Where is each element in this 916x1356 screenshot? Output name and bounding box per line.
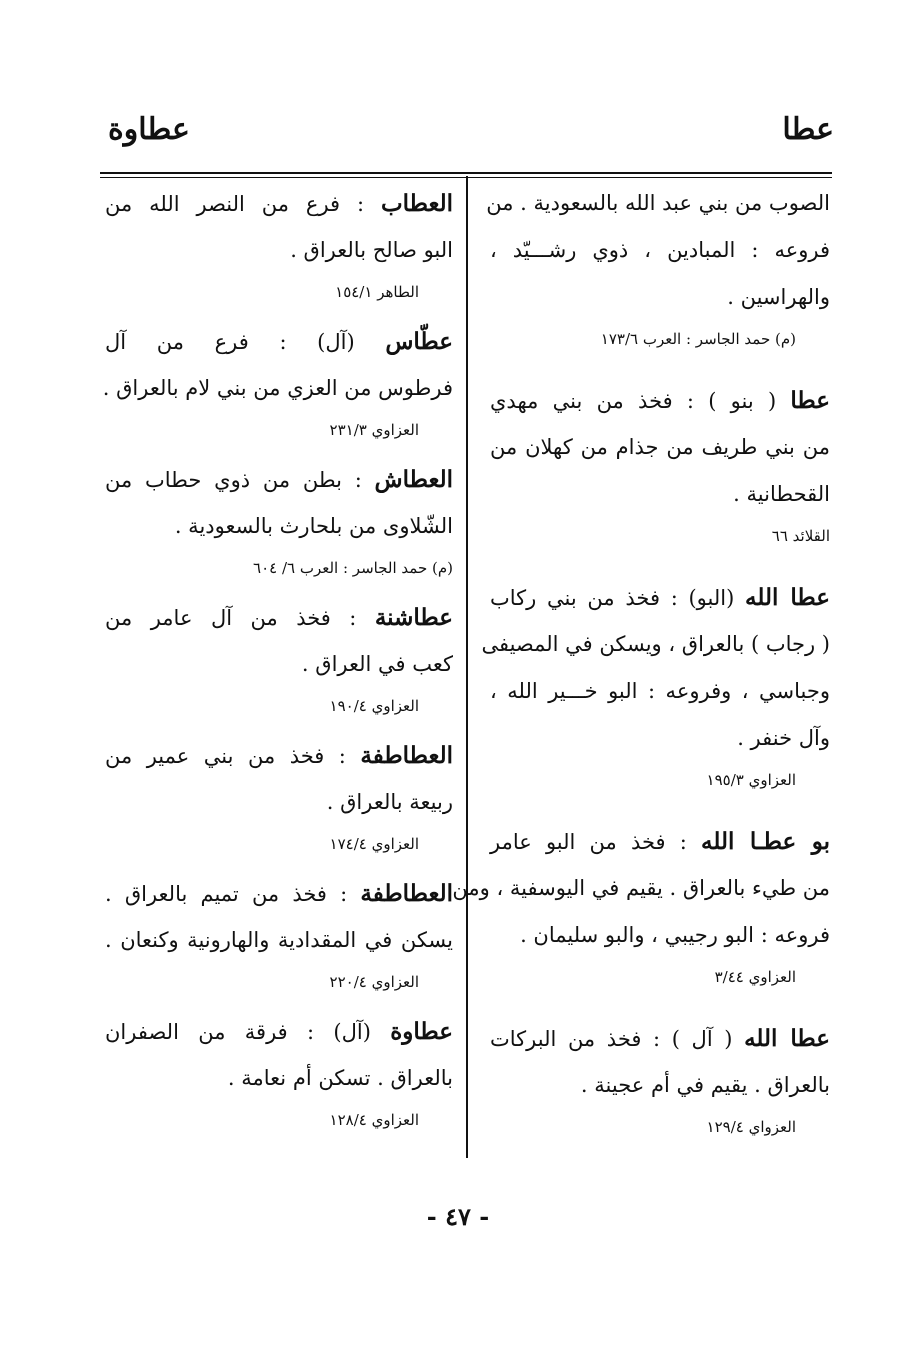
entry [490,377,830,554]
header-right-word: عطا [782,112,834,147]
entry-line [490,227,830,274]
entry-line [105,456,453,503]
entry-line [105,227,453,274]
header-left-word: عطاوة [108,112,190,147]
entry-text: من بني طريف من جذام من كهلان من [490,435,830,459]
entry-text: : فخذ من البو عامر [490,830,701,854]
entry-text: الصوب من بني عبد الله بالسعودية . من [486,191,830,215]
entry-line [490,424,830,471]
entry-line [490,274,830,321]
entry [486,180,830,357]
entry-headword: عطاوة [390,1018,453,1045]
entry-text: والهراسين . [727,285,830,309]
entry-text: بالعراق . يقيم في أم عجينة . [580,1073,830,1097]
entry-headword: عطا [790,387,830,414]
column-divider [466,176,468,1158]
entry-line [490,818,830,865]
entry-text: : فخذ من آل عامر من [105,606,375,630]
entry [452,818,830,995]
entry-text: : فخذ من بني عمير من [105,744,361,768]
entry-line [490,377,830,424]
entry-line [490,574,830,621]
entry-line [105,870,453,917]
entry-text: الشّلاوى من بلحارث بالسعودية . [174,514,453,538]
entry-text: ( رجاب ) بالعراق ، ويسكن في المصيفى [481,632,830,656]
entry-headword: عطاشنة [374,604,453,631]
entry-text: (آل) : فرع من آل [105,330,386,354]
entry-source: القلائد ٦٦ [771,527,830,545]
entry-text: (آل) : فرقة من الصفران [105,1020,391,1044]
entry-text: بالعراق . تسكن أم نعامة . [227,1066,453,1090]
entry-text: من طيء بالعراق . يقيم في اليوسفية ، ومن [452,876,830,900]
header-rule-thick [100,172,832,174]
entry-headword: العطاش [374,466,453,493]
entry-headword: عطّاس [385,328,453,355]
entry-text: فرطوس من العزي من بني لام بالعراق . [102,376,453,400]
entry-source: العزاوي ٢٢٠/٤ [329,973,419,991]
entry-text: : بطن من ذوي حطاب من [105,468,375,492]
entry-source: العزاوي ١٢٨/٤ [329,1111,419,1129]
entry-line [105,503,453,550]
entry-source: العزاوي ٢٣١/٣ [329,421,419,439]
entry [105,456,453,586]
entry [105,180,453,310]
entry-headword: العطاطفة [360,880,453,907]
entry-line [490,912,830,959]
entry-text: : فرع من النصر الله من [105,192,381,216]
entry-text: البو صالح بالعراق . [290,238,453,262]
entry [481,574,831,798]
entry-text: ( بنو ) : فخذ من بني مهدي [490,389,791,413]
entry-text: القحطانية . [733,482,830,506]
entry-line [105,1008,453,1055]
entry-line [105,732,453,779]
entry-source: العزواي ١٢٩/٤ [706,1118,796,1136]
entry-source: العزاوي ١٧٤/٤ [329,835,419,853]
entry-headword: بو عطـا الله [701,828,830,855]
entry-source: العزاوي ١٩٥/٣ [706,771,796,789]
entry [105,594,453,724]
entry-source: الطاهر ١٥٤/١ [335,283,419,301]
entry [102,318,453,448]
entry-source: (م) حمد الجاسر : العرب ١٧٣/٦ [600,330,796,348]
entry [105,1008,453,1138]
entry-line [490,668,830,715]
entry-text: ربيعة بالعراق . [326,790,453,814]
entry-text: يسكن في المقدادية والهارونية وكنعان . [105,928,453,952]
entry-line [105,594,453,641]
entry [105,732,453,862]
entry-text: ( آل ) : فخذ من البركات [490,1027,745,1051]
entry-line [105,779,453,826]
left-column [102,180,453,1138]
entry-line [490,471,830,518]
entry-line [102,365,453,412]
entry-headword: العطاطفة [360,742,453,769]
entry-source: العزاوي ٣/٤٤ [714,968,796,986]
entry-source: العزاوي ١٩٠/٤ [329,697,419,715]
entry-headword: عطا الله [744,1025,830,1052]
entry-line [105,318,453,365]
entry-text: وآل خنفر . [737,726,830,750]
entry-source: (م) حمد الجاسر : العرب ٦/ ٦٠٤ [253,559,453,577]
entry [105,870,453,1000]
entry-line [452,865,830,912]
entry-headword: العطاب [380,190,453,217]
entry-text: كعب في العراق . [301,652,453,676]
entry-text: وجباسي ، وفروعه : البو خـــير الله ، [490,679,830,703]
right-column [452,180,831,1145]
entry-line [490,1015,830,1062]
entry-text: فروعه : البو رجيبي ، والبو سليمان . [520,923,830,947]
entry-line [486,180,830,227]
entry-text: : فخذ من تميم بالعراق . [105,882,361,906]
entry-headword: عطا الله [745,584,831,611]
entry-line [490,1062,830,1109]
entry-text: فروعه : المبادين ، ذوي رشـــيّد ، [490,238,830,262]
entry-line [490,715,830,762]
page-number: - ٤٧ - [426,1202,490,1231]
entry [490,1015,830,1145]
entry-line [105,641,453,688]
entry-line [481,621,830,668]
entry-line [105,1055,453,1102]
entry-line [105,180,453,227]
entry-line [105,917,453,964]
entry-text: (البو) : فخذ من بني ركاب [490,586,746,610]
